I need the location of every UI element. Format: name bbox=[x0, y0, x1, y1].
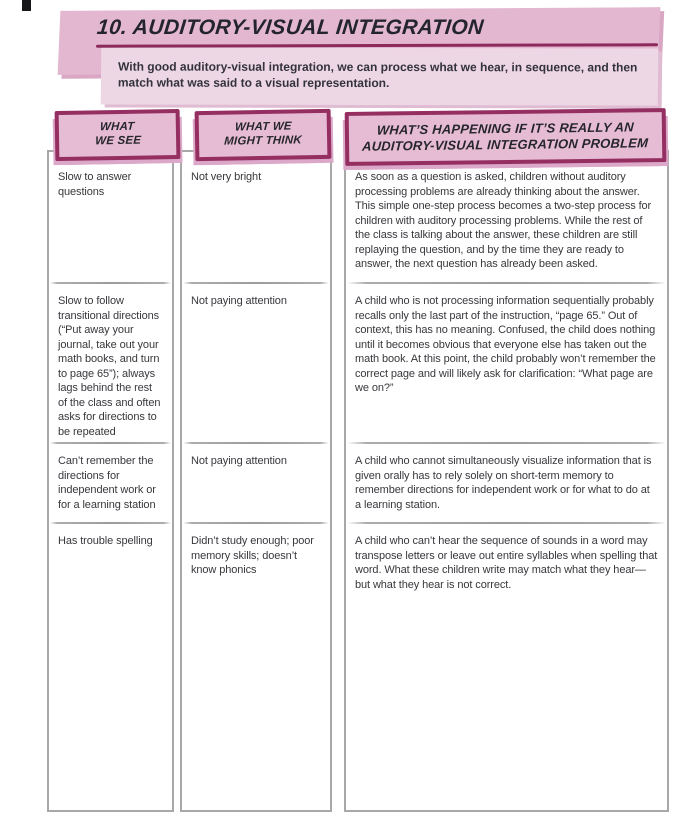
intro-box bbox=[101, 48, 659, 106]
header-what-we-see bbox=[55, 109, 181, 161]
page-title: 10. AUDITORY-VISUAL INTEGRATION bbox=[95, 16, 485, 39]
header-what-we-see-line1: WHAT bbox=[99, 120, 135, 134]
cell-row2-whats-happening: A child who is not processing information sequentially probably recalls only the last part of the instruction, “page 65.” Out of context, this has no meaning. Confused, the child does nothing until it becomes obvious that everyone else has taken out the math book. At this point, the child probably won’t remember the correct page and will likely ask for clarification: “What page are we on?” bbox=[346, 282, 667, 442]
header-what-we-see-line2: WE SEE bbox=[94, 134, 141, 148]
table-column-what-we-might-think bbox=[180, 150, 332, 812]
cell-row1-what-we-see: Slow to answer questions bbox=[58, 171, 132, 198]
scan-edge-mark bbox=[22, 0, 31, 11]
header-what-we-might-think bbox=[195, 109, 332, 161]
cell-row2-what-we-see: Slow to follow transitional directions (“Put away your journal, take out your math books, and turn to page 65”); always lags behind the rest of the class and often asks for directions to be repeated bbox=[49, 282, 172, 442]
intro-text: With good auditory-visual integration, we can process what we hear, in sequence, and then match what was said to a visual representation. bbox=[117, 59, 638, 91]
header-whats-happening bbox=[345, 108, 667, 166]
cell-row3-whats-happening: A child who cannot simultaneously visualize information that is given orally has to rely solely on short-term memory to remember directions for independent work or for what to do at a learning station. bbox=[346, 442, 667, 522]
table-column-whats-happening bbox=[344, 150, 669, 812]
cell-row3-what-we-might-think: Not paying attention bbox=[182, 442, 330, 522]
table-column-what-we-see bbox=[47, 150, 174, 812]
header-whats-happening-line1: WHAT’S HAPPENING IF IT’S REALLY AN bbox=[376, 119, 635, 138]
header-what-we-might-think-line2: MIGHT THINK bbox=[224, 134, 303, 148]
cell-row2-what-we-might-think: Not paying attention bbox=[182, 282, 330, 442]
cell-row4-what-we-see: Has trouble spelling bbox=[49, 522, 172, 810]
header-whats-happening-line2: AUDITORY-VISUAL INTEGRATION PROBLEM bbox=[362, 135, 650, 154]
cell-row1-whats-happening: As soon as a question is asked, children without auditory processing problems are already thinking about the answer. This simple one-step process becomes a two-step process for children with auditory processing problems. While the rest of the class is talking about the answer, these children are still replaying the question, and by the time they are ready to answer, the next question has already been asked. bbox=[355, 171, 652, 270]
cell-row4-whats-happening: A child who can’t hear the sequence of sounds in a word may transpose letters or leave out entire syllables when spelling that word. What these children write may match what they hear—but what they hear is not correct. bbox=[346, 522, 667, 810]
header-what-we-might-think-line1: WHAT WE bbox=[234, 120, 292, 134]
cell-row3-what-we-see: Can’t remember the directions for independent work or for a learning station bbox=[49, 442, 172, 522]
cell-row4-what-we-might-think: Didn’t study enough; poor memory skills; doesn’t know phonics bbox=[182, 522, 330, 810]
cell-row1-what-we-might-think: Not very bright bbox=[191, 171, 262, 183]
